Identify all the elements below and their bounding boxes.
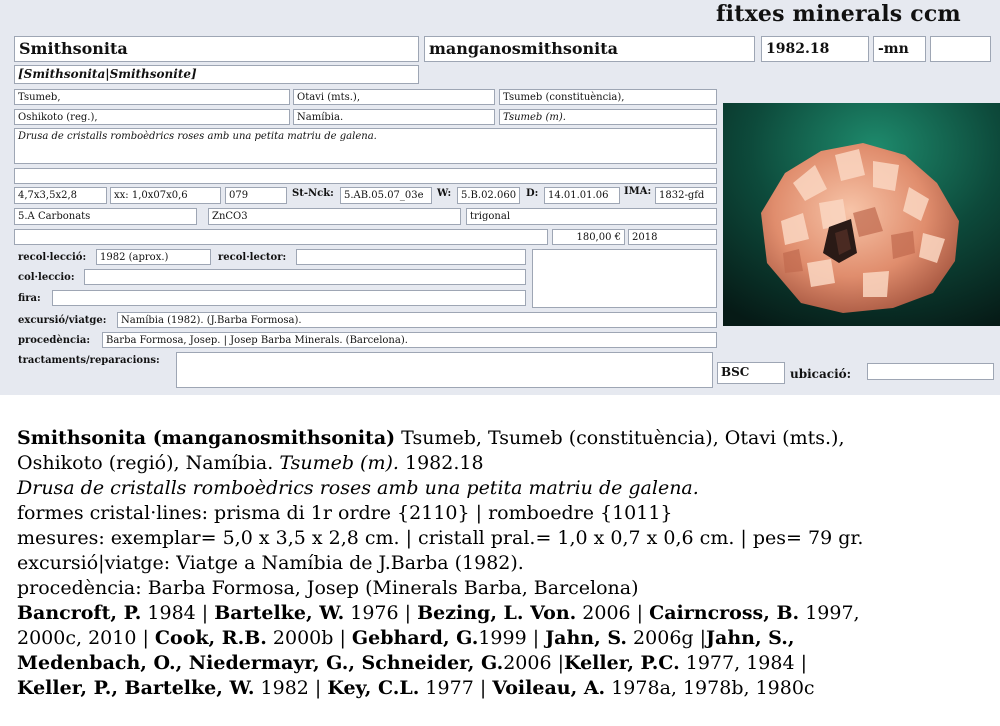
collection-date-label: recol·lecció:: [18, 252, 87, 263]
reference-author: Bartelke, W.: [214, 602, 345, 624]
reference-author: Key, C.L.: [327, 677, 420, 699]
location-field[interactable]: [867, 363, 994, 380]
summary-locality-short: Tsumeb (m).: [279, 452, 399, 474]
fair-label: fira:: [18, 293, 41, 304]
reference-author: Bancroft, P.: [17, 602, 142, 624]
reference-year: 2006g |: [627, 627, 707, 649]
references-line-4: [17, 676, 992, 701]
summary-measures: mesures: exemplar= 5,0 x 3,5 x 2,8 cm. | cristall pral.= 1,0 x 0,7 x 0,6 cm. | pes= 79 gr.: [17, 527, 864, 549]
collection-label: col·leccio:: [18, 272, 75, 283]
summary-description-text: Drusa de cristalls romboèdrics roses amb una petita matriu de galena.: [17, 477, 699, 499]
location-label: ubicació:: [790, 367, 852, 381]
locality-mountains-field[interactable]: Otavi (mts.),: [293, 89, 495, 105]
summary-forms: formes cristal·lines: prisma di 1r ordre {2110} | romboedre {1011}: [17, 502, 673, 524]
reference-year: 2006 |: [576, 602, 650, 624]
summary-line-2: [17, 451, 992, 476]
reference-year: 1984 |: [141, 602, 215, 624]
reference-author: Keller, P., Bartelke, W.: [17, 677, 255, 699]
species-field[interactable]: Smithsonita: [14, 36, 419, 62]
mineral-specimen-icon: [723, 103, 1000, 326]
code-suffix-field[interactable]: -mn: [873, 36, 926, 62]
weiss-label: W:: [437, 188, 452, 199]
reference-year: 2000b |: [266, 627, 352, 649]
reference-author: Medenbach, O., Niedermayr, G., Schneider, G.: [17, 652, 504, 674]
summary-trip: excursió|viatge: Viatge a Namíbia de J.Barba (1982).: [17, 552, 524, 574]
collector-label: recol·lector:: [218, 252, 287, 263]
ima-field[interactable]: 1832-gfd: [655, 187, 717, 204]
size-field[interactable]: 4,7x3,5x2,8: [14, 187, 107, 204]
summary-code: 1982.18: [398, 452, 484, 474]
treatments-field[interactable]: [176, 352, 713, 388]
summary-locality: Tsumeb, Tsumeb (constituència), Otavi (mts.),: [395, 427, 845, 449]
synonyms-field[interactable]: [Smithsonita|Smithsonite]: [14, 65, 419, 84]
strunz-field[interactable]: 5.AB.05.07_03e: [340, 187, 432, 204]
reference-author: Keller, P.C.: [563, 652, 680, 674]
variety-field[interactable]: manganosmithsonita: [424, 36, 755, 62]
reference-author: Jahn, S.,: [706, 627, 795, 649]
extra-notes-field[interactable]: [14, 168, 717, 184]
card-title: fitxes minerals ccm: [716, 1, 961, 27]
reference-author: Cook, R.B.: [154, 627, 267, 649]
locality-region-field[interactable]: Oshikoto (reg.),: [14, 109, 290, 125]
dana-label: D:: [526, 188, 539, 199]
specimen-summary: [17, 426, 992, 701]
reference-author: Gebhard, G.: [351, 627, 479, 649]
collector-field[interactable]: [296, 249, 526, 265]
blank-field[interactable]: [14, 229, 548, 245]
strunz-label: St-Nck:: [292, 188, 334, 199]
collection-field[interactable]: [84, 269, 526, 285]
description-field[interactable]: Drusa de cristalls romboèdrics roses amb una petita matriu de galena.: [14, 128, 717, 164]
summary-species: Smithsonita (manganosmithsonita): [17, 427, 396, 449]
locality-mine-field[interactable]: Tsumeb,: [14, 89, 290, 105]
specimen-photo: [723, 103, 1000, 326]
dana-field[interactable]: 14.01.01.06: [544, 187, 620, 204]
summary-region: Oshikoto (regió), Namíbia.: [17, 452, 280, 474]
summary-heading: [17, 426, 992, 451]
ima-label: IMA:: [624, 186, 652, 197]
reference-year: 2000c, 2010 |: [17, 627, 155, 649]
summary-provenance: procedència: Barba Formosa, Josep (Minerals Barba, Barcelona): [17, 577, 639, 599]
crystal-size-field[interactable]: xx: 1,0x07x0,6: [110, 187, 221, 204]
fair-field[interactable]: [52, 290, 526, 306]
collection-date-field[interactable]: 1982 (aprox.): [96, 249, 211, 265]
references-line-1: [17, 601, 992, 626]
reference-year: 1977 |: [419, 677, 493, 699]
reference-author: Jahn, S.: [545, 627, 628, 649]
weiss-field[interactable]: 5.B.02.060: [457, 187, 520, 204]
locality-country-field[interactable]: Namíbia.: [293, 109, 495, 125]
reference-year: 2006 |: [503, 652, 564, 674]
summary-description: [17, 476, 992, 501]
treatments-label: tractaments/reparacions:: [18, 355, 160, 366]
trip-label: excursió/viatge:: [18, 315, 107, 326]
class-field[interactable]: 5.A Carbonats: [14, 208, 197, 225]
notes-box[interactable]: [532, 249, 717, 308]
provenance-field[interactable]: Barba Formosa, Josep. | Josep Barba Minerals. (Barcelona).: [102, 332, 717, 348]
reference-year: 1977, 1984 |: [679, 652, 807, 674]
crystal-system-field[interactable]: trigonal: [466, 208, 717, 225]
catalog-code-field[interactable]: 1982.18: [761, 36, 869, 62]
reference-year: 1982 |: [254, 677, 328, 699]
extra-code-field[interactable]: [930, 36, 991, 62]
reference-year: 1976 |: [344, 602, 418, 624]
formula-field[interactable]: ZnCO3: [208, 208, 461, 225]
reference-author: Bezing, L. Von.: [417, 602, 577, 624]
references-line-2: [17, 626, 992, 651]
trip-field[interactable]: Namíbia (1982). (J.Barba Formosa).: [117, 312, 717, 328]
price-field[interactable]: 180,00 €: [552, 229, 625, 245]
provenance-label: procedència:: [18, 335, 91, 346]
reference-author: Voileau, A.: [492, 677, 606, 699]
reference-year: 1978a, 1978b, 1980c: [605, 677, 815, 699]
references-line-3: [17, 651, 992, 676]
year-field[interactable]: 2018: [628, 229, 717, 245]
reference-year: 1999 |: [478, 627, 546, 649]
weight-field[interactable]: 079: [225, 187, 287, 204]
reference-year: 1997,: [799, 602, 860, 624]
locality-constituency-field[interactable]: Tsumeb (constituència),: [499, 89, 717, 105]
bsc-field[interactable]: BSC: [717, 362, 785, 384]
locality-short-field[interactable]: Tsumeb (m).: [499, 109, 717, 125]
reference-author: Cairncross, B.: [649, 602, 800, 624]
